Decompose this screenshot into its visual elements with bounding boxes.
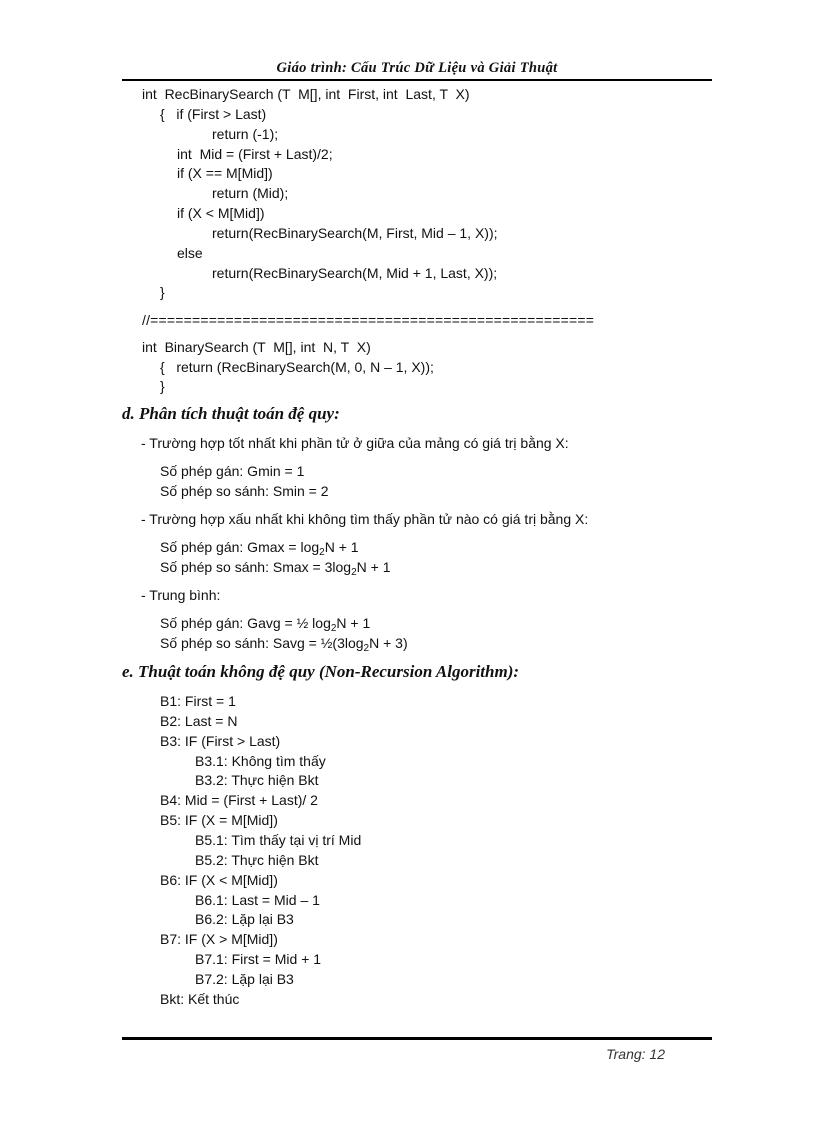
code-line: int BinarySearch (T M[], int N, T X): [142, 339, 371, 355]
worst-case-text: - Trường hợp xấu nhất khi không tìm thấy phần tử nào có giá trị bằng X:: [141, 511, 589, 527]
algo-step: B1: First = 1: [160, 693, 236, 709]
algo-substep: B7.1: First = Mid + 1: [195, 951, 322, 967]
code-line: return(RecBinarySearch(M, First, Mid – 1, X));: [212, 225, 498, 241]
section-d-heading: d. Phân tích thuật toán đệ quy:: [122, 404, 340, 423]
code-line: { if (First > Last): [160, 106, 267, 122]
algo-step: B5: IF (X = M[Mid]): [160, 812, 278, 828]
avg-compare: Số phép so sánh: Savg = $\frac{1}{2}(3\log_2N + 3)$: [160, 635, 408, 654]
algo-step: B4: Mid = (First + Last)/ 2: [160, 792, 318, 808]
code-line: return (-1);: [212, 126, 279, 142]
worst-assign: Số phép gán: $Gmax = \log_2N + 1$: [160, 539, 359, 558]
best-assign: Số phép gán: Gmin = 1: [160, 463, 305, 479]
worst-compare: Số phép so sánh: $Smax = 3\log_2N + 1$: [160, 559, 391, 578]
algo-step: B2: Last = N: [160, 713, 238, 729]
algo-step: B3: IF (First > Last): [160, 733, 281, 749]
algo-substep: B6.2: Lặp lại B3: [195, 911, 294, 927]
code-line: else: [177, 245, 203, 261]
algo-step: B6: IF (X < M[Mid]): [160, 872, 278, 888]
section-e-heading: e. Thuật toán không đệ quy (Non-Recursion Algorithm):: [122, 662, 520, 681]
algo-substep: B3.2: Thực hiện Bkt: [195, 772, 319, 788]
average-text: - Trung bình:: [141, 587, 221, 603]
best-case-text: - Trường hợp tốt nhất khi phần tử ở giữa của mảng có giá trị bằng X:: [141, 435, 569, 451]
code-line: }: [160, 378, 165, 394]
code-line: if (X == M[Mid]): [177, 165, 273, 181]
page-number: Trang: 12: [606, 1046, 665, 1062]
header-rule: [122, 79, 712, 81]
algo-substep: B5.2: Thực hiện Bkt: [195, 852, 319, 868]
header-title: Giáo trình: Cấu Trúc Dữ Liệu và Giải Thuật: [276, 60, 558, 76]
algo-substep: B3.1: Không tìm thấy: [195, 753, 326, 769]
code-line: }: [160, 284, 165, 300]
code-line: int RecBinarySearch (T M[], int First, int Last, T X): [142, 86, 470, 102]
avg-assign: Số phép gán: Gavg = ½ $\log_2N + 1$: [160, 615, 371, 634]
algo-substep: B6.1: Last = Mid – 1: [195, 892, 320, 908]
algo-step: B7: IF (X > M[Mid]): [160, 931, 278, 947]
code-line: int Mid = (First + Last)/2;: [177, 146, 333, 162]
code-line: return (Mid);: [212, 185, 289, 201]
code-line: return(RecBinarySearch(M, Mid + 1, Last, X));: [212, 265, 498, 281]
code-line: if (X < M[Mid]): [177, 205, 265, 221]
code-line: { return (RecBinarySearch(M, 0, N – 1, X));: [160, 359, 434, 375]
algo-substep: B7.2: Lặp lại B3: [195, 971, 294, 987]
best-compare: Số phép so sánh: Smin = 2: [160, 483, 329, 499]
algo-step: Bkt: Kết thúc: [160, 991, 240, 1007]
algo-substep: B5.1: Tìm thấy tại vị trí Mid: [195, 832, 362, 848]
footer-rule: [122, 1037, 712, 1040]
code-separator: //=====================================================: [142, 312, 595, 328]
